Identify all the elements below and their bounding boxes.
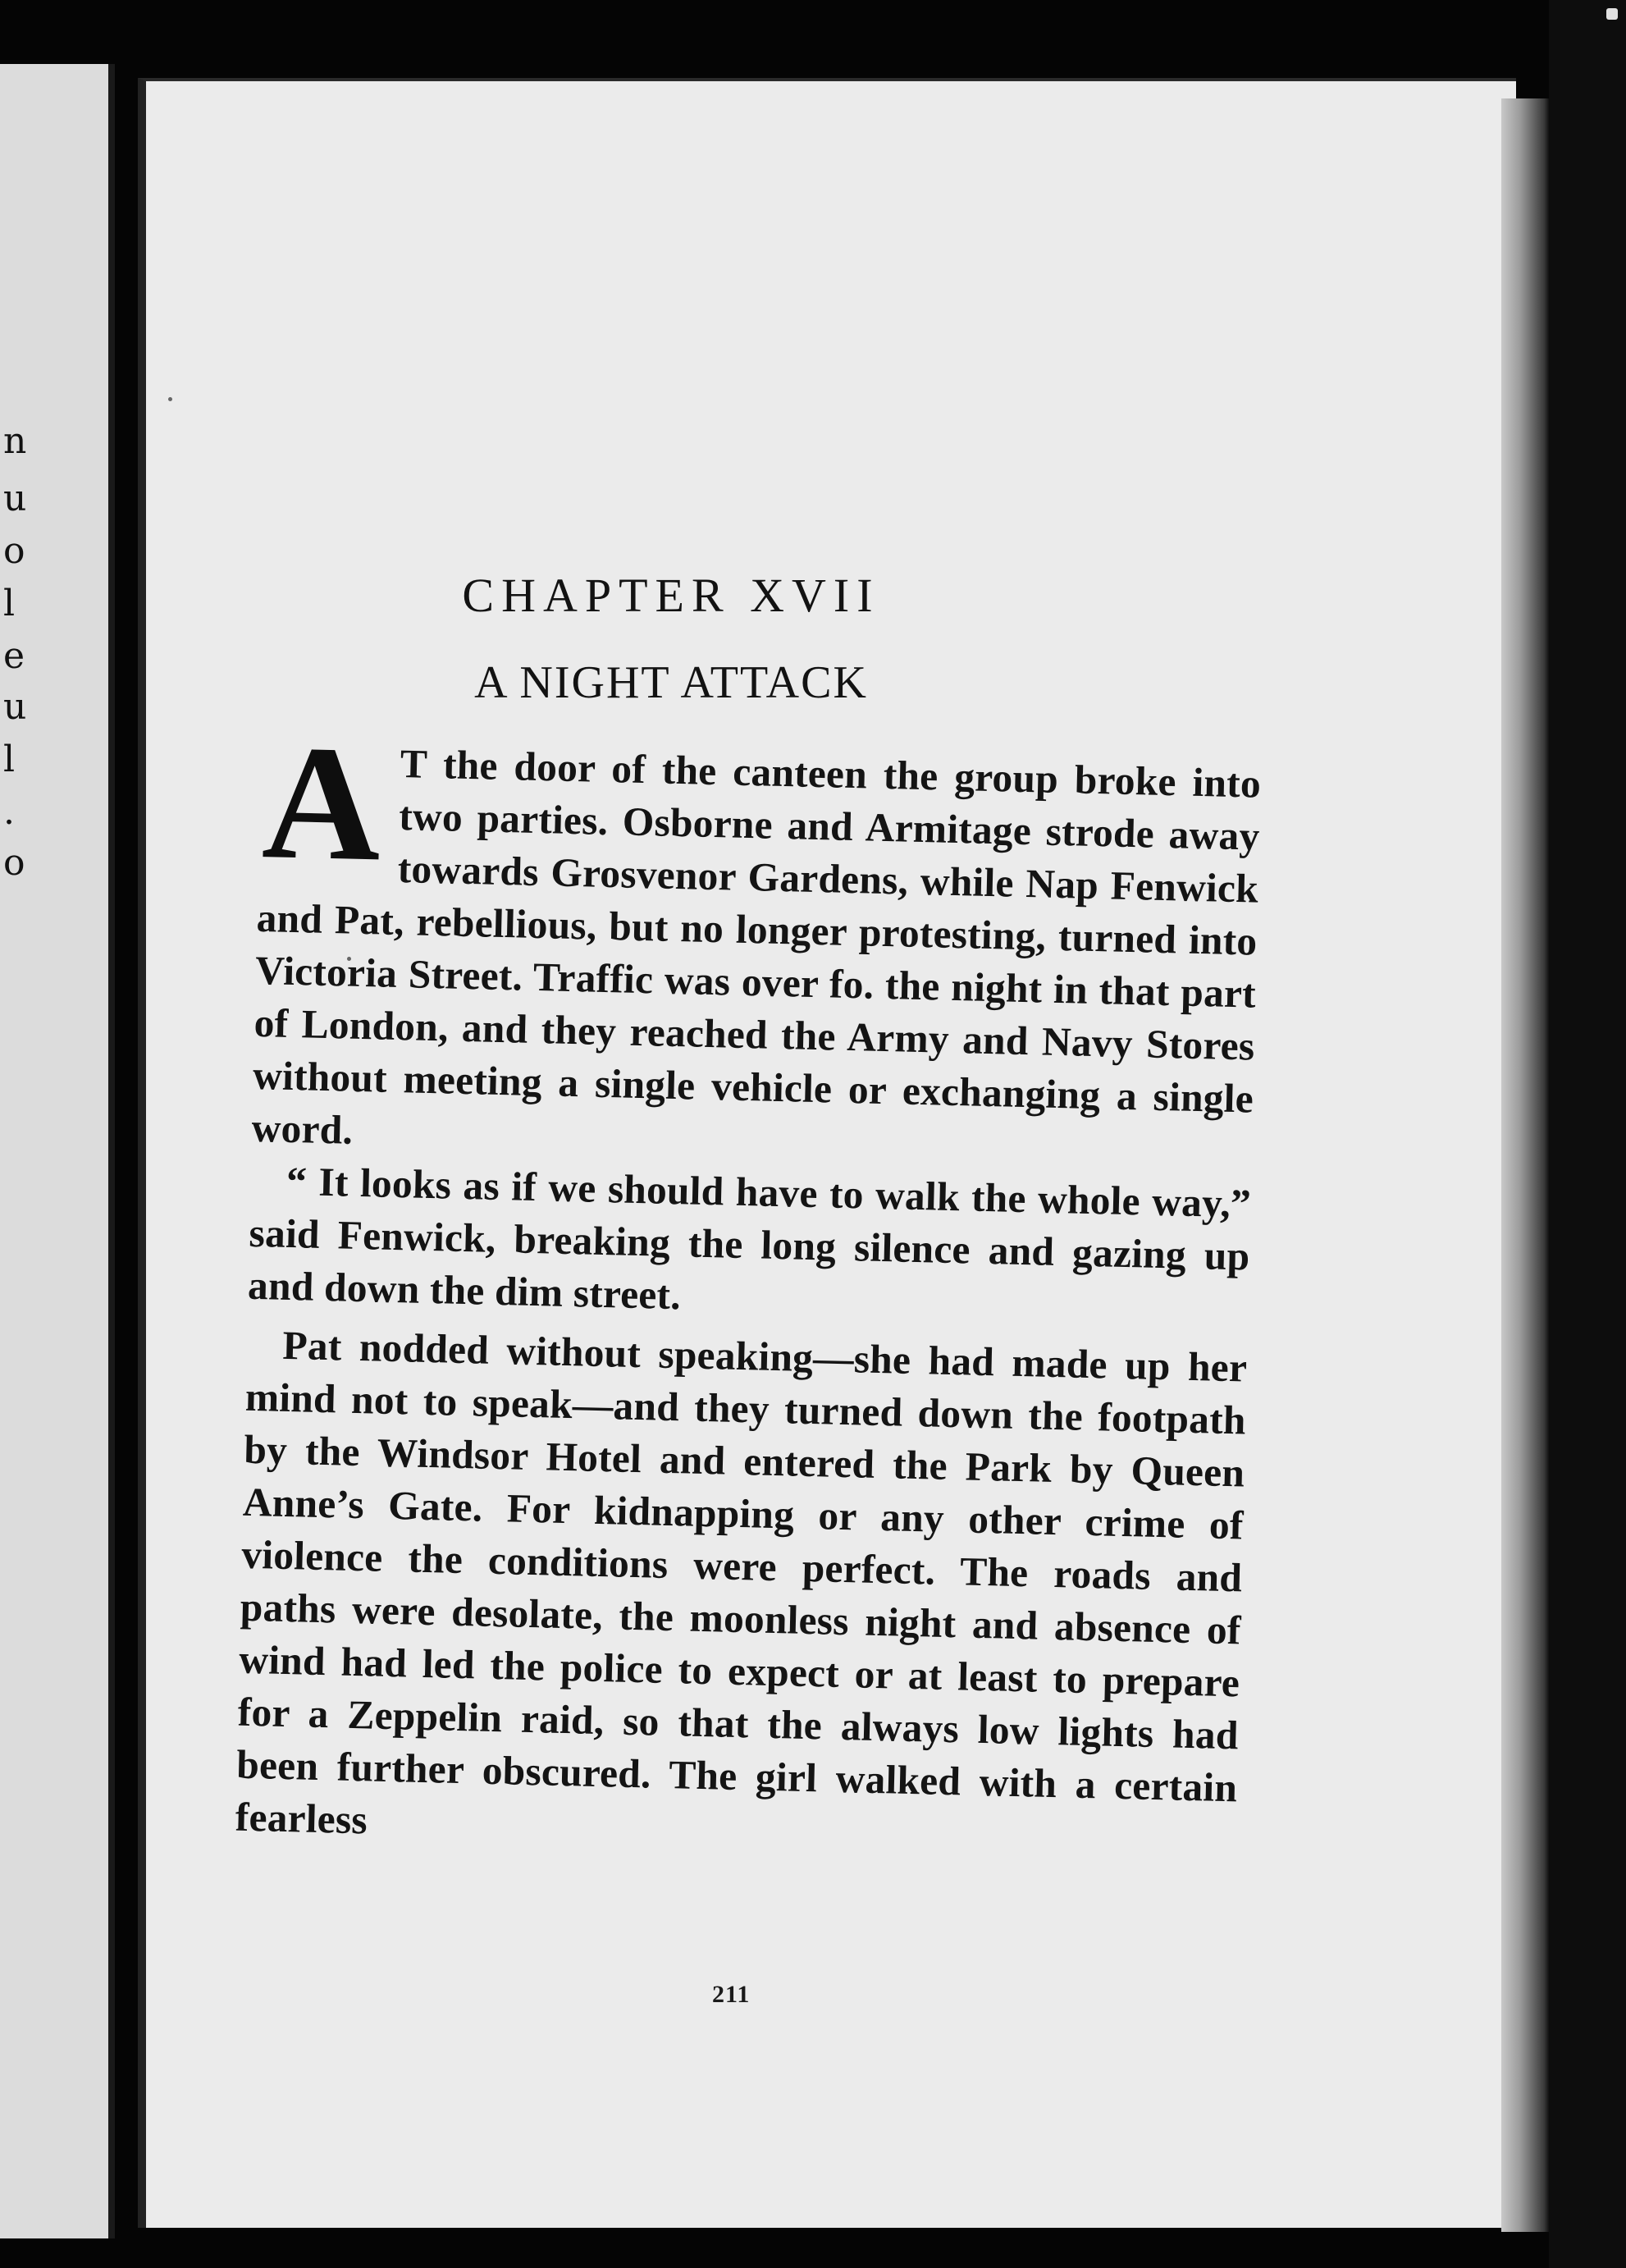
book-binding bbox=[1549, 0, 1626, 2268]
edge-char: o bbox=[3, 530, 25, 572]
page-stack-edge bbox=[1501, 98, 1549, 2232]
edge-char: l bbox=[3, 738, 16, 780]
drop-cap: A bbox=[260, 711, 384, 896]
edge-char: e bbox=[3, 635, 25, 677]
page-number: 211 bbox=[712, 1981, 751, 2008]
edge-char: n bbox=[3, 420, 27, 462]
speck bbox=[168, 397, 172, 401]
edge-char: u bbox=[3, 686, 27, 728]
corner-mark bbox=[1606, 8, 1618, 20]
edge-char: . bbox=[3, 791, 15, 833]
chapter-title: A NIGHT ATTACK bbox=[474, 657, 868, 708]
edge-char: o bbox=[3, 842, 25, 884]
body-text bbox=[235, 711, 1262, 1867]
paragraph: “ It looks as if we should have to walk the whole way,” said Fenwick, breaking the long silence and gazing up and down the dim street. bbox=[247, 1158, 1252, 1319]
edge-char: l bbox=[3, 583, 16, 624]
previous-page-edge bbox=[0, 64, 115, 2238]
paragraph bbox=[251, 711, 1262, 1178]
paragraph-text: T the door of the canteen the group broke into two parties. Osborne and Armitage strode away towards Grosvenor Gardens, while Nap Fenwick and Pat, rebellious, but no longer protesting, turned into Victoria Street. Traffic was over fo. the night in that part of London, and they reached the Army and Navy Stores without meeting a single vehicle or exchanging a single word. bbox=[251, 741, 1262, 1153]
chapter-number: CHAPTER XVII bbox=[462, 569, 880, 622]
paragraph: Pat nodded without speaking—she had made up her mind not to speak—and they turned down the footpath by the Windsor Hotel and entered the Park by Queen Anne’s Gate. For kidnapping or any other crime of violence the conditions were perfect. The roads and paths were desolate, the moonless night and absence of wind had led the police to expect or at least to prepare for a Zeppelin raid, so that the always low lights had been further obscured. The girl walked with a certain fearless bbox=[235, 1322, 1248, 1843]
edge-char: u bbox=[3, 478, 27, 519]
